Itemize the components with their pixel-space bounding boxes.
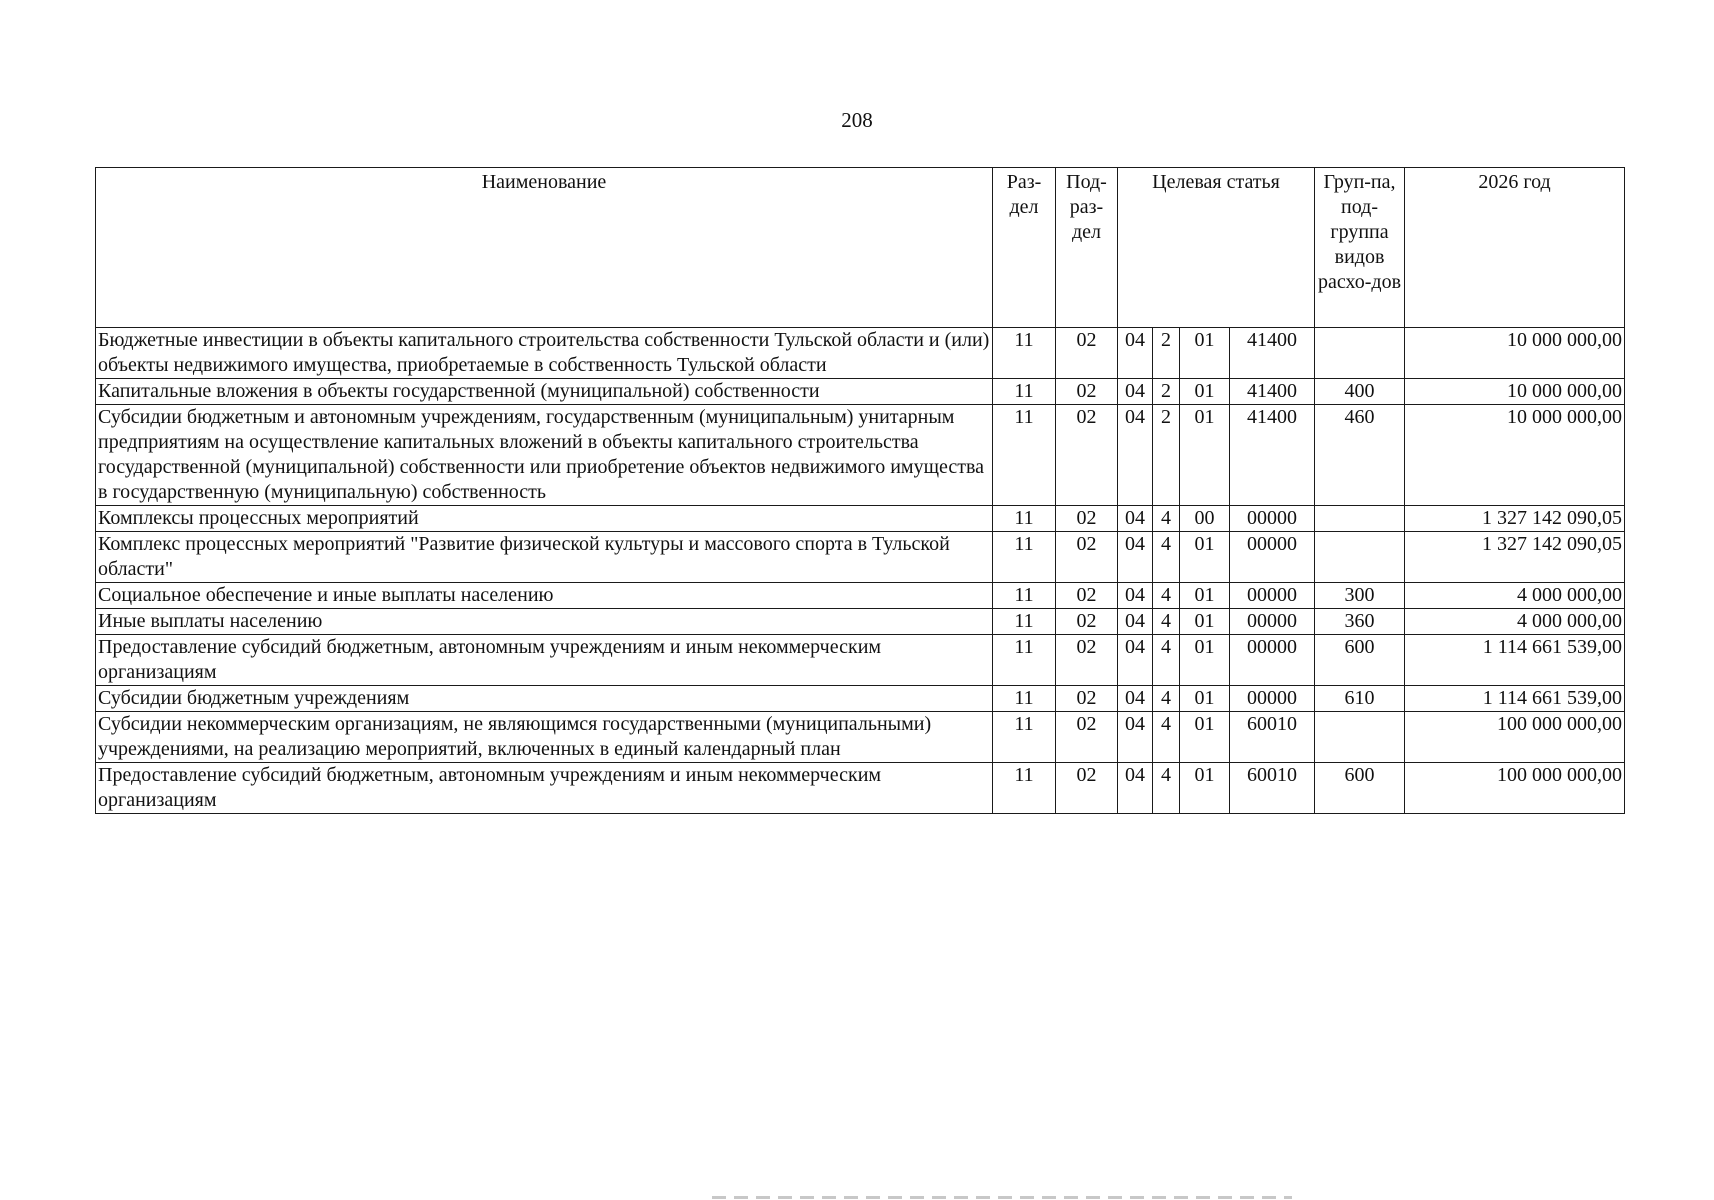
- cell-target-direction: 41400: [1230, 405, 1315, 506]
- cell-target-type: 4: [1153, 609, 1180, 635]
- cell-target-type: 2: [1153, 405, 1180, 506]
- cell-razdel: 11: [993, 609, 1056, 635]
- cell-razdel: 11: [993, 532, 1056, 583]
- cell-name: Социальное обеспечение и иные выплаты населению: [96, 583, 993, 609]
- header-name: Наименование: [96, 168, 993, 328]
- cell-amount: 1 327 142 090,05: [1405, 532, 1625, 583]
- table-row: [96, 328, 1625, 379]
- cell-target-type: 4: [1153, 635, 1180, 686]
- cell-razdel: 11: [993, 506, 1056, 532]
- cell-expense-group: 460: [1315, 405, 1405, 506]
- cell-podrazdel: 02: [1056, 405, 1118, 506]
- cell-expense-group: 300: [1315, 583, 1405, 609]
- cell-expense-group: 360: [1315, 609, 1405, 635]
- cell-amount: 4 000 000,00: [1405, 583, 1625, 609]
- cell-podrazdel: 02: [1056, 532, 1118, 583]
- cell-podrazdel: 02: [1056, 379, 1118, 405]
- header-target-article: Целевая статья: [1118, 168, 1315, 328]
- cell-target-type: 4: [1153, 583, 1180, 609]
- cell-amount: 100 000 000,00: [1405, 763, 1625, 814]
- cell-target-program: 04: [1118, 763, 1153, 814]
- cell-target-program: 04: [1118, 328, 1153, 379]
- cell-target-direction: 60010: [1230, 712, 1315, 763]
- cell-target-program: 04: [1118, 609, 1153, 635]
- cell-target-direction: 00000: [1230, 532, 1315, 583]
- cell-target-type: 4: [1153, 712, 1180, 763]
- cell-razdel: 11: [993, 405, 1056, 506]
- table-row: [96, 609, 1625, 635]
- cell-name: Субсидии бюджетным и автономным учреждениям, государственным (муниципальным) унитарным предприятиям на осуществление капитальных вложений в объекты капитального строительства государственной (муниципальной) собственности или приобретение объектов недвижимого имущества в государственную (муниципальную) собственность: [96, 405, 993, 506]
- cell-target-program: 04: [1118, 583, 1153, 609]
- cell-amount: 1 114 661 539,00: [1405, 686, 1625, 712]
- cell-expense-group: 610: [1315, 686, 1405, 712]
- cell-expense-group: 600: [1315, 763, 1405, 814]
- table-row: [96, 583, 1625, 609]
- header-year-2026: 2026 год: [1405, 168, 1625, 328]
- cell-target-structure: 01: [1180, 405, 1230, 506]
- cell-name: Субсидии бюджетным учреждениям: [96, 686, 993, 712]
- cell-razdel: 11: [993, 763, 1056, 814]
- cell-target-structure: 00: [1180, 506, 1230, 532]
- table-row: [96, 712, 1625, 763]
- cell-target-direction: 41400: [1230, 379, 1315, 405]
- cell-target-program: 04: [1118, 635, 1153, 686]
- cell-razdel: 11: [993, 583, 1056, 609]
- cell-name: Комплекс процессных мероприятий "Развитие физической культуры и массового спорта в Тульской области": [96, 532, 993, 583]
- cell-razdel: 11: [993, 712, 1056, 763]
- cell-name: Предоставление субсидий бюджетным, автономным учреждениям и иным некоммерческим организациям: [96, 763, 993, 814]
- cell-target-direction: 00000: [1230, 506, 1315, 532]
- cell-target-program: 04: [1118, 712, 1153, 763]
- cell-target-program: 04: [1118, 686, 1153, 712]
- cell-target-program: 04: [1118, 405, 1153, 506]
- cell-target-structure: 01: [1180, 635, 1230, 686]
- cell-target-type: 4: [1153, 506, 1180, 532]
- cell-target-structure: 01: [1180, 532, 1230, 583]
- cell-razdel: 11: [993, 379, 1056, 405]
- cell-amount: 100 000 000,00: [1405, 712, 1625, 763]
- cell-amount: 1 327 142 090,05: [1405, 506, 1625, 532]
- header-razdel: Раз-дел: [993, 168, 1056, 328]
- header-expense-group: Груп-па, под-группа видов расхо-дов: [1315, 168, 1405, 328]
- cell-amount: 10 000 000,00: [1405, 328, 1625, 379]
- cell-podrazdel: 02: [1056, 609, 1118, 635]
- cell-razdel: 11: [993, 328, 1056, 379]
- cell-target-type: 2: [1153, 379, 1180, 405]
- cell-target-type: 4: [1153, 686, 1180, 712]
- table-body: [96, 328, 1625, 814]
- cell-expense-group: 600: [1315, 635, 1405, 686]
- cell-podrazdel: 02: [1056, 635, 1118, 686]
- cell-target-structure: 01: [1180, 763, 1230, 814]
- table-header-row: [96, 168, 1625, 328]
- cell-target-type: 2: [1153, 328, 1180, 379]
- cell-target-direction: 00000: [1230, 686, 1315, 712]
- cell-name: Бюджетные инвестиции в объекты капитального строительства собственности Тульской области и (или) объекты недвижимого имущества, приобретаемые в собственность Тульской области: [96, 328, 993, 379]
- cell-target-type: 4: [1153, 763, 1180, 814]
- cell-name: Предоставление субсидий бюджетным, автономным учреждениям и иным некоммерческим организациям: [96, 635, 993, 686]
- cell-target-structure: 01: [1180, 609, 1230, 635]
- cell-target-structure: 01: [1180, 379, 1230, 405]
- table-row: [96, 405, 1625, 506]
- cell-podrazdel: 02: [1056, 506, 1118, 532]
- cell-target-direction: 00000: [1230, 635, 1315, 686]
- cell-podrazdel: 02: [1056, 763, 1118, 814]
- cell-amount: 10 000 000,00: [1405, 379, 1625, 405]
- cell-target-structure: 01: [1180, 328, 1230, 379]
- cell-razdel: 11: [993, 686, 1056, 712]
- cell-target-structure: 01: [1180, 686, 1230, 712]
- cell-expense-group: 400: [1315, 379, 1405, 405]
- cell-podrazdel: 02: [1056, 328, 1118, 379]
- header-podrazdel: Под-раз-дел: [1056, 168, 1118, 328]
- cell-podrazdel: 02: [1056, 686, 1118, 712]
- cell-expense-group: [1315, 712, 1405, 763]
- cell-name: Субсидии некоммерческим организациям, не являющимся государственными (муниципальными) учреждениями, на реализацию мероприятий, включенных в единый календарный план: [96, 712, 993, 763]
- cell-target-type: 4: [1153, 532, 1180, 583]
- cell-podrazdel: 02: [1056, 583, 1118, 609]
- cell-target-structure: 01: [1180, 712, 1230, 763]
- cell-razdel: 11: [993, 635, 1056, 686]
- table-row: [96, 635, 1625, 686]
- cell-target-direction: 00000: [1230, 609, 1315, 635]
- cell-target-direction: 60010: [1230, 763, 1315, 814]
- cell-target-direction: 00000: [1230, 583, 1315, 609]
- budget-table: [95, 167, 1625, 814]
- cell-amount: 4 000 000,00: [1405, 609, 1625, 635]
- cell-expense-group: [1315, 328, 1405, 379]
- cell-target-program: 04: [1118, 532, 1153, 583]
- table-row: [96, 379, 1625, 405]
- cell-name: Иные выплаты населению: [96, 609, 993, 635]
- table-row: [96, 506, 1625, 532]
- table-row: [96, 532, 1625, 583]
- cell-target-structure: 01: [1180, 583, 1230, 609]
- cell-name: Комплексы процессных мероприятий: [96, 506, 993, 532]
- scan-artifact: [712, 1196, 1292, 1199]
- cell-expense-group: [1315, 532, 1405, 583]
- cell-target-program: 04: [1118, 506, 1153, 532]
- page-number: 208: [841, 108, 873, 132]
- table-row: [96, 763, 1625, 814]
- cell-target-direction: 41400: [1230, 328, 1315, 379]
- cell-name: Капитальные вложения в объекты государственной (муниципальной) собственности: [96, 379, 993, 405]
- cell-amount: 1 114 661 539,00: [1405, 635, 1625, 686]
- cell-expense-group: [1315, 506, 1405, 532]
- table-row: [96, 686, 1625, 712]
- cell-podrazdel: 02: [1056, 712, 1118, 763]
- cell-amount: 10 000 000,00: [1405, 405, 1625, 506]
- cell-target-program: 04: [1118, 379, 1153, 405]
